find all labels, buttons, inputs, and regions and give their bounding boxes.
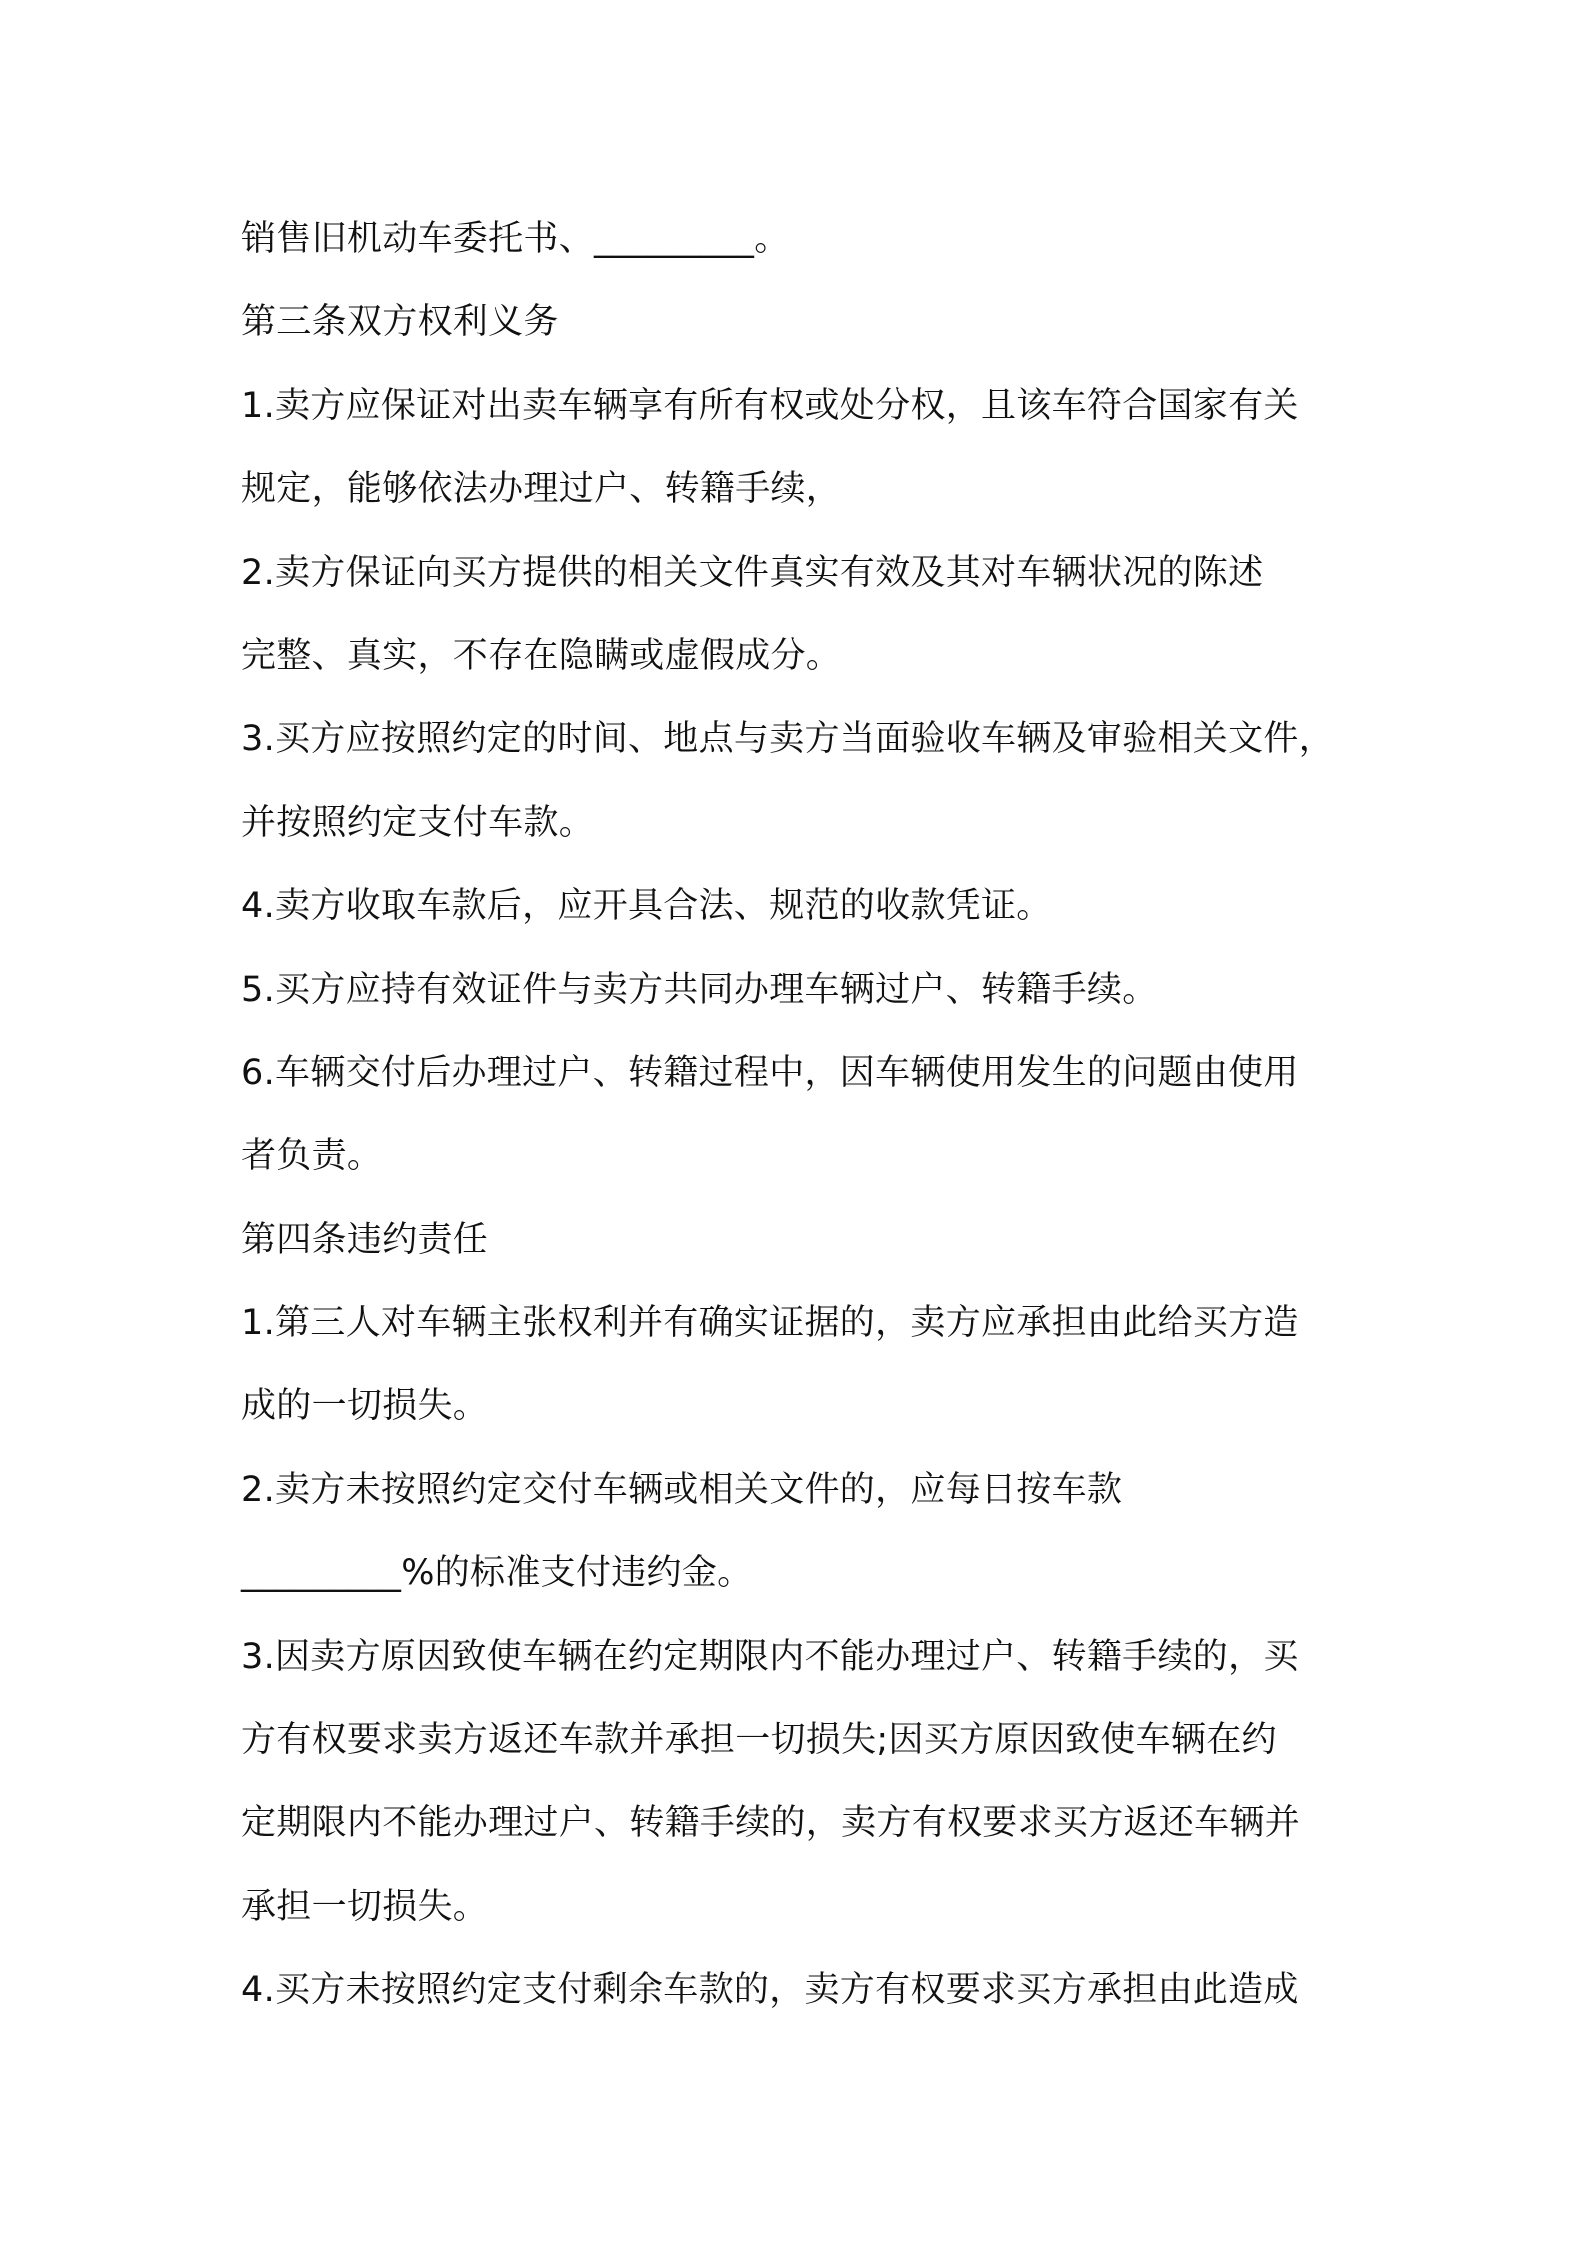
text-line: 2.卖方未按照约定交付车辆或相关文件的，应每日按车款 [241,1469,1123,1510]
text-line: 4.卖方收取车款后，应开具合法、规范的收款凭证。 [241,886,1052,927]
text-line: 方有权要求卖方返还车款并承担一切损失;因买方原因致使车辆在约 [241,1720,1277,1761]
document-body [241,198,1361,2033]
text-line: _________%的标准支付违约金。 [241,1553,753,1594]
section-heading: 第四条违约责任 [241,1219,489,1260]
text-line: 定期限内不能办理过户、转籍手续的，卖方有权要求买方返还车辆并 [241,1803,1301,1844]
text-line: 销售旧机动车委托书、_________。 [241,219,790,259]
text-line: 承担一切损失。 [241,1886,489,1927]
text-line: 1.第三人对车辆主张权利并有确实证据的，卖方应承担由此给买方造 [241,1303,1299,1344]
text-line: 2.卖方保证向买方提供的相关文件真实有效及其对车辆状况的陈述 [241,552,1264,593]
text-line: 完整、真实，不存在隐瞒或虚假成分。 [241,635,842,676]
text-line: 并按照约定支付车款。 [241,802,595,843]
text-line: 5.买方应持有效证件与卖方共同办理车辆过户、转籍手续。 [241,969,1158,1010]
text-line: 1.卖方应保证对出卖车辆享有所有权或处分权，且该车符合国家有关 [241,385,1299,426]
text-line: 3.买方应按照约定的时间、地点与卖方当面验收车辆及审验相关文件， [241,719,1334,760]
text-line: 者负责。 [241,1136,383,1177]
text-line: 4.买方未按照约定支付剩余车款的，卖方有权要求买方承担由此造成 [241,1970,1299,2011]
text-line: 6.车辆交付后办理过户、转籍过程中，因车辆使用发生的问题由使用 [241,1052,1299,1093]
text-line: 规定，能够依法办理过户、转籍手续， [241,469,842,510]
section-heading: 第三条双方权利义务 [241,302,559,343]
text-line: 成的一切损失。 [241,1386,489,1427]
text-line: 3.因卖方原因致使车辆在约定期限内不能办理过户、转籍手续的，买 [241,1636,1299,1677]
